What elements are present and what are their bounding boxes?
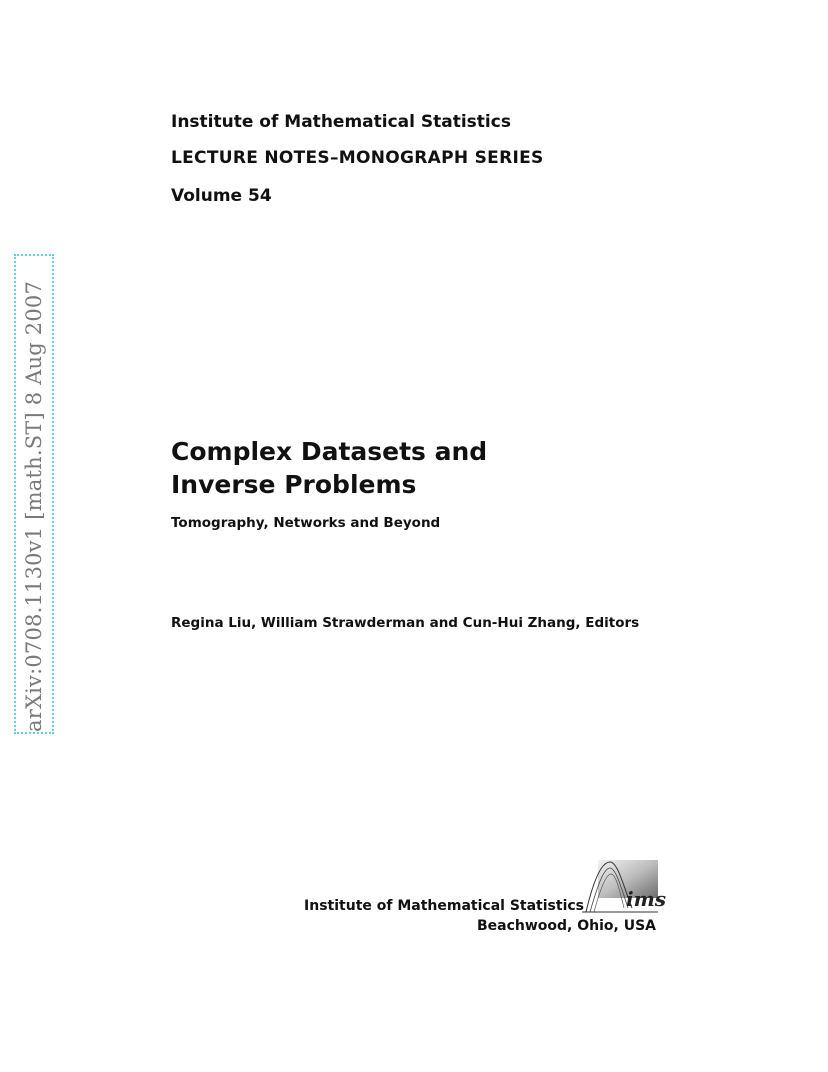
publisher-name: Institute of Mathematical Statistics <box>304 898 584 914</box>
publisher-location: Beachwood, Ohio, USA <box>476 918 656 934</box>
series-name: LECTURE NOTES–MONOGRAPH SERIES <box>171 148 544 168</box>
series-publisher: Institute of Mathematical Statistics <box>171 112 511 132</box>
book-title <box>171 435 487 501</box>
ims-logo-icon <box>580 858 667 914</box>
book-title-line-2: Inverse Problems <box>171 470 417 499</box>
book-subtitle: Tomography, Networks and Beyond <box>171 515 441 531</box>
book-title-line-1: Complex Datasets and <box>171 437 488 466</box>
arxiv-identifier: arXiv:0708.1130v1 [math.ST] 8 Aug 2007 <box>22 280 46 732</box>
book-editors: Regina Liu, William Strawderman and Cun-Hui Zhang, Editors <box>171 615 640 631</box>
ims-logo-text: ims <box>626 887 667 911</box>
publisher-block <box>304 858 667 938</box>
series-volume: Volume 54 <box>171 186 272 206</box>
